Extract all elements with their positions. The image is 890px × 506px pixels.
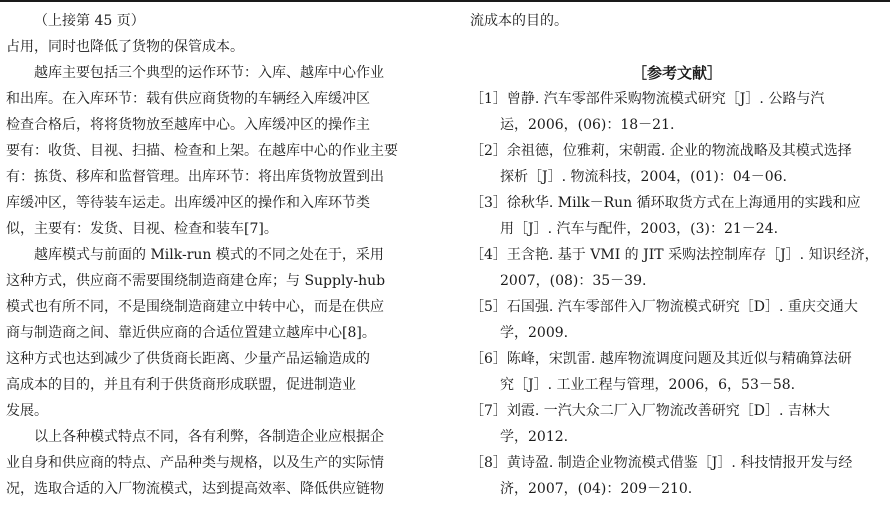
reference-item	[470, 294, 884, 346]
reference-line-continued: 用［J］. 汽车与配件，2003，(3)：21－24.	[500, 221, 779, 237]
reference-line-continued: 学，2009.	[500, 325, 569, 341]
reference-line-continued: 究［J］. 工业工程与管理，2006，6，53－58.	[500, 377, 796, 393]
body-text-line: 和出库。在入库环节：载有供应商货物的车辆经入库缓冲区	[6, 91, 370, 107]
reference-line-continued: 济，2007，(04)：209－210.	[500, 481, 693, 497]
body-text-line: 库缓冲区，等待装车运走。出库缓冲区的操作和入库环节类	[6, 195, 370, 211]
reference-line: ［7］刘霞. 一汽大众二厂入厂物流改善研究［D］. 吉林大	[470, 403, 830, 419]
reference-item	[470, 190, 884, 242]
reference-line: ［4］王含艳. 基于 VMI 的 JIT 采购法控制库存［J］. 知识经济，	[470, 247, 879, 263]
reference-item	[470, 86, 884, 138]
right-column	[470, 8, 884, 502]
body-text-line: 占用，同时也降低了货物的保管成本。	[6, 39, 244, 55]
reference-item	[470, 346, 884, 398]
reference-line-continued: 2007，(08)：35－39.	[500, 273, 647, 289]
reference-line: ［3］徐秋华. Milk－Run 循环取货方式在上海通用的实践和应	[470, 195, 861, 211]
left-column	[6, 8, 438, 502]
reference-line-continued: 探析［J］. 物流科技，2004，(01)：04－06.	[500, 169, 787, 185]
reference-item	[470, 242, 884, 294]
body-text-line: 高成本的目的，并且有利于供货商形成联盟，促进制造业	[6, 377, 356, 393]
body-text-line: 况，选取合适的入厂物流模式，达到提高效率、降低供应链物	[6, 481, 384, 497]
reference-line: ［8］黄诗盈. 制造企业物流模式借鉴［J］. 科技情报开发与经	[470, 455, 853, 471]
reference-line: ［1］曾静. 汽车零部件采购物流模式研究［J］. 公路与汽	[470, 91, 825, 107]
body-text-line: 这种方式，供应商不需要围绕制造商建仓库；与 Supply-hub	[6, 273, 386, 289]
reference-line: ［5］石国强. 汽车零部件入厂物流模式研究［D］. 重庆交通大	[470, 299, 858, 315]
reference-item	[470, 450, 884, 502]
continuation-text: 流成本的目的。	[470, 13, 568, 29]
reference-line: ［2］余祖德，位雅莉，宋朝霞. 企业的物流战略及其模式选择	[470, 143, 852, 159]
body-text-line: 有：拣货、移库和监督管理。出库环节：将出库货物放置到出	[6, 169, 384, 185]
body-text-line: 越库主要包括三个典型的运作环节：入库、越库中心作业	[34, 65, 384, 81]
reference-line: ［6］陈峰，宋凯雷. 越库物流调度问题及其近似与精确算法研	[470, 351, 852, 367]
body-text-line: （上接第 45 页）	[34, 13, 145, 29]
body-text-line: 似，主要有：发货、目视、检查和装车[7]。	[6, 221, 278, 237]
reference-item	[470, 138, 884, 190]
reference-item	[470, 398, 884, 450]
body-text-line: 发展。	[6, 403, 48, 419]
body-text-line: 模式也有所不同，不是围绕制造商建立中转中心，而是在供应	[6, 299, 384, 315]
body-text-line: 检查合格后，将将货物放至越库中心。入库缓冲区的操作主	[6, 117, 370, 133]
references-list	[470, 86, 884, 502]
top-rule	[0, 0, 890, 2]
reference-line-continued: 运，2006，(06)：18－21.	[500, 117, 675, 133]
body-text-line: 商与制造商之间、靠近供应商的合适位置建立越库中心[8]。	[6, 325, 376, 341]
body-text-line: 要有：收货、目视、扫描、检查和上架。在越库中心的作业主要	[6, 143, 398, 159]
reference-line-continued: 学，2012.	[500, 429, 569, 445]
body-text-line: 越库模式与前面的 Milk-run 模式的不同之处在于，采用	[34, 247, 384, 263]
body-text-line: 这种方式也达到减少了供货商长距离、少量产品运输造成的	[6, 351, 370, 367]
references-heading: ［参考文献］	[631, 64, 722, 82]
body-text-line: 以上各种模式特点不同，各有利弊，各制造企业应根据企	[34, 429, 384, 445]
body-text-line: 业自身和供应商的特点、产品种类与规格，以及生产的实际情	[6, 455, 384, 471]
